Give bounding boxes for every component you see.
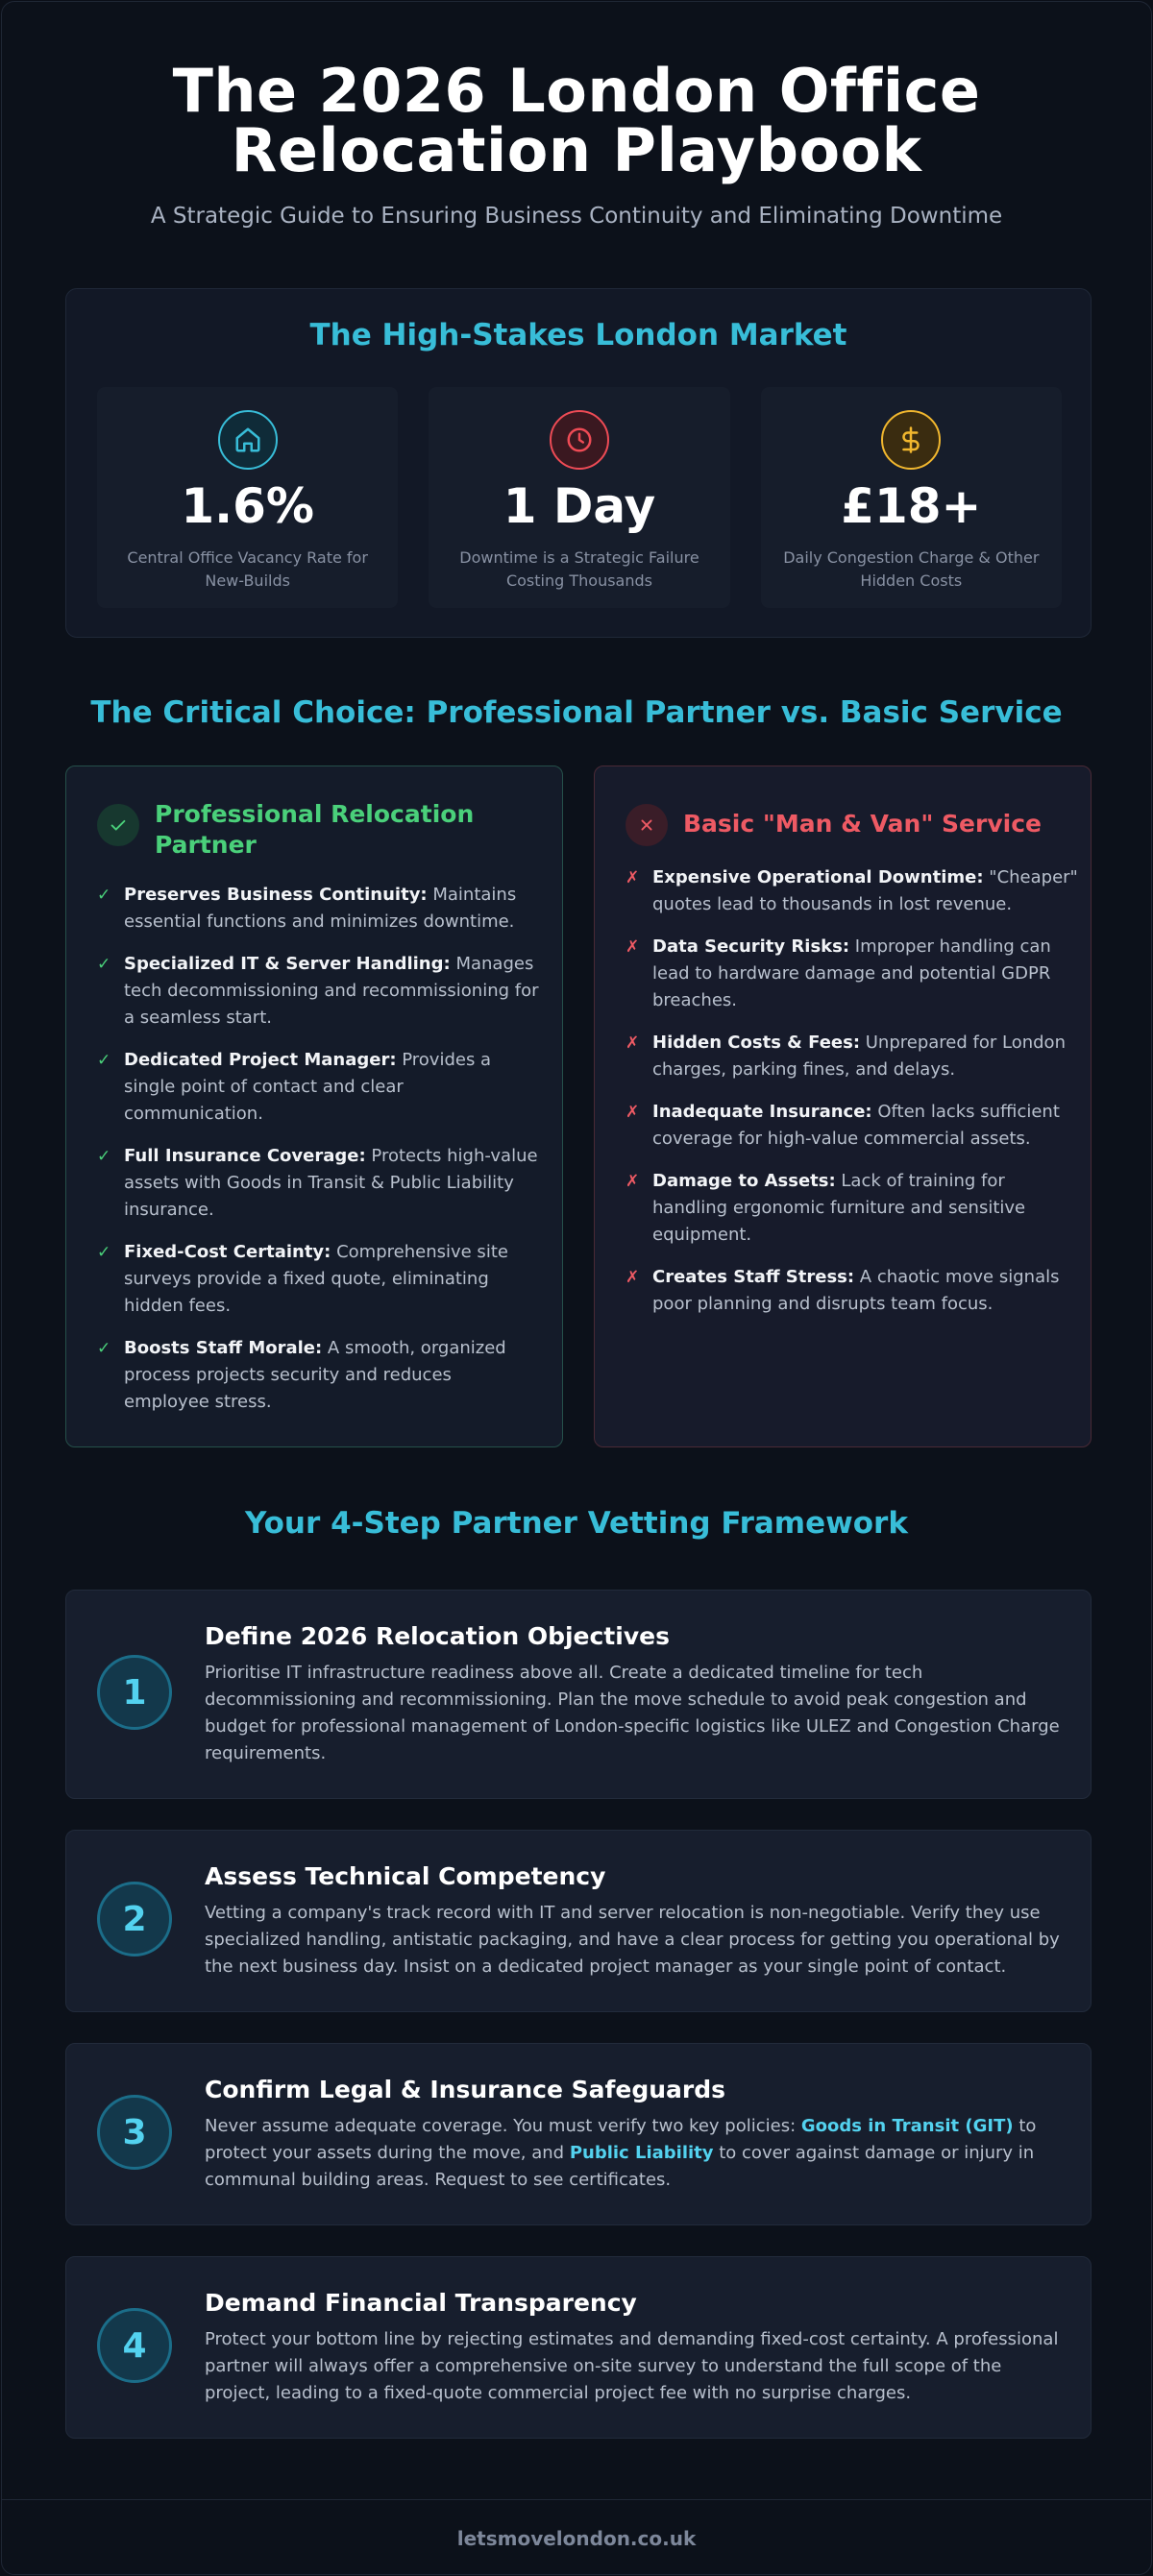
step-card-4 [65,2256,1092,2439]
list-item [626,1030,1079,1083]
item-text: "Cheaper" quotes lead to thousands in lost revenue. [652,867,1078,914]
card-title: Professional Relocation Partner [155,800,475,859]
choice-title: The Critical Choice: Professional Partner vs. Basic Service [90,695,1063,730]
item-text: A smooth, organized process projects security and reduces employee stress. [124,1338,506,1412]
stats-row [97,387,1062,608]
item-label: Data Security Risks: [652,936,850,957]
check-mark-icon: ✓ [97,1243,111,1262]
item-label: Inadequate Insurance: [652,1102,872,1122]
card-header [626,799,1077,846]
item-label: Specialized IT & Server Handling: [124,954,451,974]
list-item [97,1335,539,1416]
check-mark-icon: ✓ [97,955,111,974]
item-label: Dedicated Project Manager: [124,1050,397,1070]
footer [2,2499,1151,2575]
cross-mark-icon: ✗ [626,937,640,957]
check-mark-icon: ✓ [97,1051,111,1070]
step-body [205,1861,1069,1981]
item-label: Creates Staff Stress: [652,1267,855,1287]
check-icon [97,804,139,846]
stat-description: Central Office Vacancy Rate for New-Builds [127,548,368,590]
step-text: Prioritise IT infrastructure readiness above all. Create a dedicated timeline for tech decommissioning and recommissioning. Plan the move schedule to avoid peak congestion and budget for professional management of London-specific logistics like ULEZ and Congestion Charge requirements. [205,1663,1060,1763]
page-title-line-2: Relocation Playbook [231,115,922,185]
benefit-list [97,882,539,1431]
cross-icon [626,804,668,846]
item-label: Expensive Operational Downtime: [652,867,984,887]
risk-list [626,864,1079,1333]
stat-card-congestion [761,387,1062,608]
public-liability-highlight: Public Liability [569,2143,714,2163]
item-label: Full Insurance Coverage: [124,1146,366,1166]
stat-card-downtime [429,387,729,608]
step-text [205,2113,1069,2194]
item-text: Unprepared for London charges, parking fines, and delays. [652,1033,1066,1080]
item-text: Provides a single point of contact and clear communication. [124,1050,492,1124]
item-text: Often lacks sufficient coverage for high-value commercial assets. [652,1102,1060,1149]
step-card-3 [65,2043,1092,2225]
clock-icon [550,410,609,470]
item-text: Protects high-value assets with Goods in Transit & Public Liability insurance. [124,1146,538,1220]
step-card-1 [65,1590,1092,1799]
stat-description: Daily Congestion Charge & Other Hidden Costs [783,548,1040,590]
basic-service-card [594,766,1092,1447]
step-text: Vetting a company's track record with IT and server relocation is non-negotiable. Verify they use specialized handling, antistatic packaging, and have a clear process for getting you operational by the next business day. Insist on a dedicated project manager as your single point of contact. [205,1903,1060,1977]
step-body [205,2288,1069,2407]
footer-site-link[interactable]: letsmovelondon.co.uk [456,2527,697,2550]
item-text: Maintains essential functions and minimizes downtime. [124,885,517,932]
goods-in-transit-highlight: Goods in Transit (GIT) [800,2116,1014,2136]
item-label: Damage to Assets: [652,1171,836,1191]
item-label: Preserves Business Continuity: [124,885,428,905]
home-icon [218,410,278,470]
step-body [205,2075,1069,2194]
check-mark-icon: ✓ [97,886,111,905]
item-label: Boosts Staff Morale: [124,1338,323,1358]
step-text-part: to cover against damage or injury in communal building areas. Request to see certificates. [205,2143,1035,2190]
stat-value: 1.6% [181,478,314,534]
page-title [2,56,1151,185]
list-item [97,882,539,936]
step-number: 1 [97,1655,172,1730]
stat-value: £18+ [841,478,982,534]
item-text: Improper handling can lead to hardware damage and potential GDPR breaches. [652,936,1051,1010]
cross-mark-icon: ✗ [626,1103,640,1122]
step-title: Demand Financial Transparency [205,2289,637,2317]
list-item [97,1143,539,1224]
item-text: Comprehensive site surveys provide a fixed quote, eliminating hidden fees. [124,1242,508,1316]
step-number: 3 [97,2095,172,2170]
page-subtitle: A Strategic Guide to Ensuring Business Continuity and Eliminating Downtime [150,204,1003,229]
card-title: Basic "Man & Van" Service [683,810,1042,838]
cross-mark-icon: ✗ [626,1268,640,1287]
framework-title: Your 4-Step Partner Vetting Framework [245,1506,908,1541]
step-body [205,1621,1069,1767]
hero-header [2,56,1151,229]
item-label: Fixed-Cost Certainty: [124,1242,331,1262]
cross-mark-icon: ✗ [626,1033,640,1053]
step-title: Define 2026 Relocation Objectives [205,1622,670,1650]
list-item [626,1099,1079,1153]
cross-mark-icon: ✗ [626,868,640,887]
item-label: Hidden Costs & Fees: [652,1033,861,1053]
step-text: Protect your bottom line by rejecting estimates and demanding fixed-cost certainty. A professional partner will always offer a comprehensive on-site survey to understand the full scope of the project, leading to a fixed-quote commercial project fee with no surprise charges. [205,2329,1059,2403]
list-item [97,1239,539,1320]
item-text: A chaotic move signals poor planning and disrupts team focus. [652,1267,1060,1314]
list-item [626,864,1079,918]
list-item [626,1168,1079,1249]
page-title-line-1: The 2026 London Office [172,56,981,126]
card-header [97,799,549,861]
step-title: Confirm Legal & Insurance Safeguards [205,2076,725,2103]
market-section [65,288,1092,638]
step-card-2 [65,1830,1092,2012]
list-item [97,951,539,1032]
cross-mark-icon: ✗ [626,1172,640,1191]
check-mark-icon: ✓ [97,1147,111,1166]
item-text: Manages tech decommissioning and recommissioning for a seamless start. [124,954,539,1028]
item-text: Lack of training for handling ergonomic furniture and sensitive equipment. [652,1171,1026,1245]
step-number: 2 [97,1882,172,1956]
step-title: Assess Technical Competency [205,1862,606,1890]
list-item [626,934,1079,1014]
stat-value: 1 Day [503,478,656,534]
professional-partner-card [65,766,563,1447]
list-item [97,1047,539,1128]
dollar-icon [881,410,941,470]
check-mark-icon: ✓ [97,1339,111,1358]
step-number: 4 [97,2308,172,2383]
step-text-part: Never assume adequate coverage. You must verify two key policies: [205,2116,801,2136]
market-title: The High-Stakes London Market [309,318,847,352]
infographic-page [1,1,1152,2575]
list-item [626,1264,1079,1318]
step-text-part: to protect your assets during the move, and [205,2116,1037,2163]
stat-card-vacancy [97,387,398,608]
stat-description: Downtime is a Strategic Failure Costing Thousands [459,548,699,590]
